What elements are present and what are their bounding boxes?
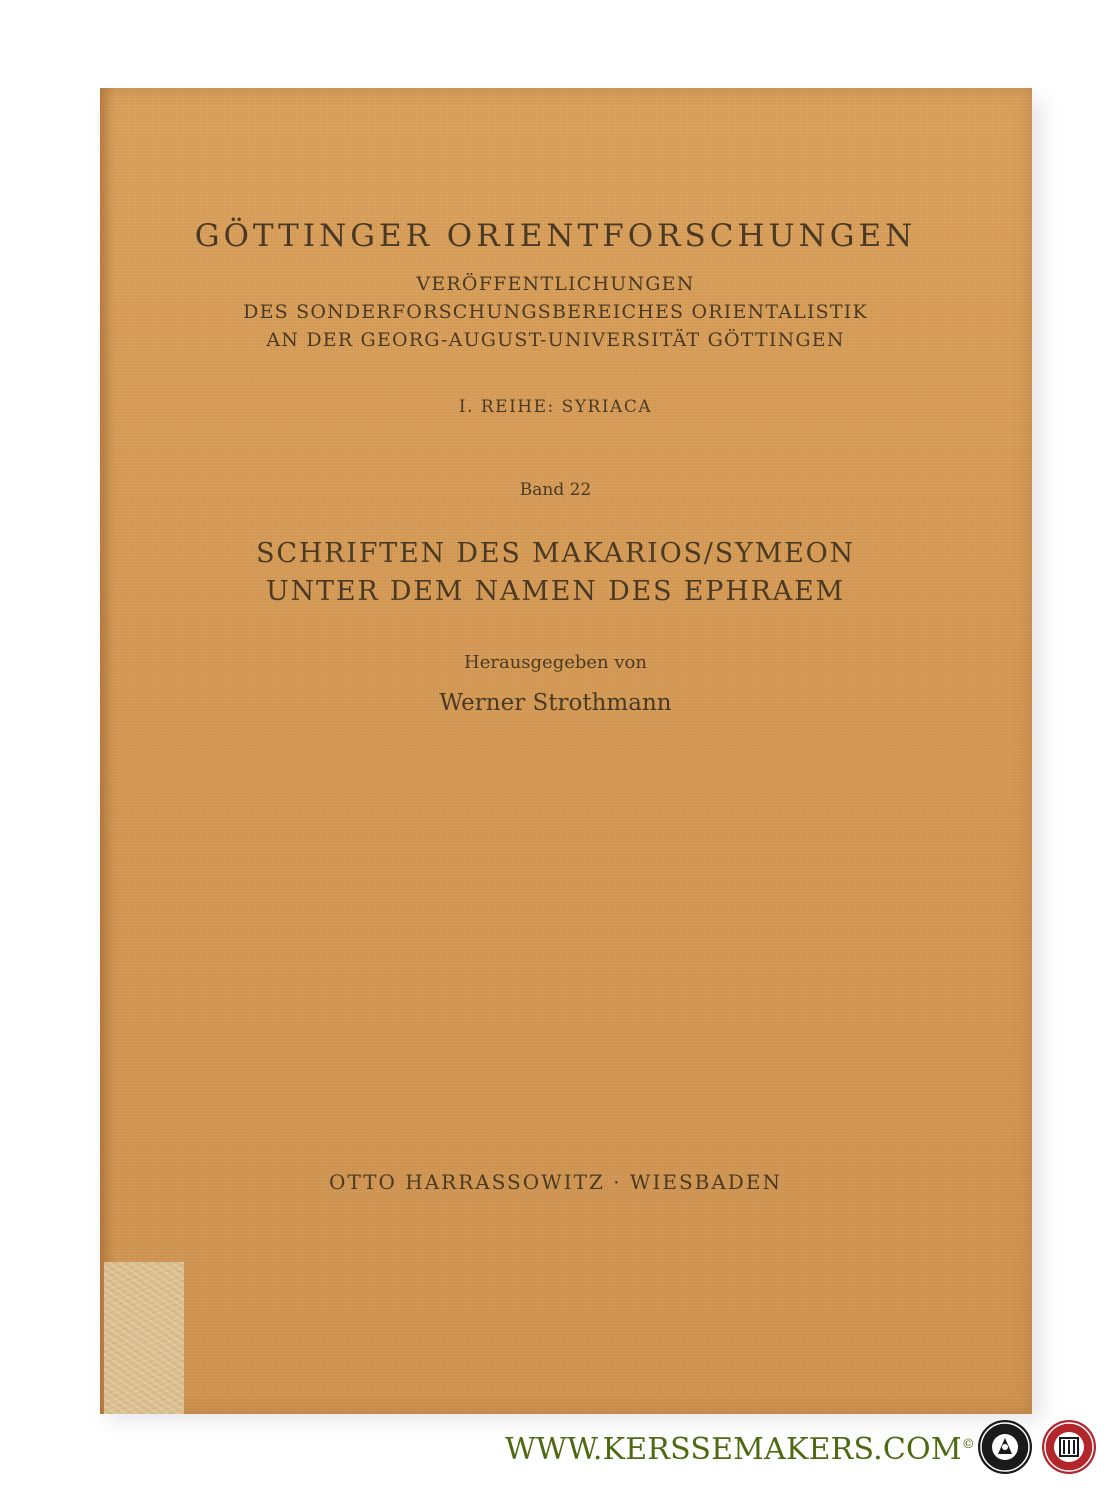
website-watermark xyxy=(505,1432,975,1467)
series-title: GÖTTINGER ORIENTFORSCHUNGEN xyxy=(194,218,917,254)
editor-caption: Herausgegeben von xyxy=(464,652,647,673)
book-title-line: SCHRIFTEN DES MAKARIOS/SYMEON xyxy=(256,538,855,569)
website-text: WWW.KERSSEMAKERS.COM xyxy=(505,1432,962,1467)
copyright-mark: © xyxy=(961,1437,975,1452)
torn-label-patch xyxy=(104,1262,184,1414)
publisher-imprint: OTTO HARRASSOWITZ · WIESBADEN xyxy=(329,1170,782,1194)
publication-line: AN DER GEORG-AUGUST-UNIVERSITÄT GÖTTINGEN xyxy=(266,329,845,351)
publication-line: DES SONDERFORSCHUNGSBEREICHES ORIENTALISTIK xyxy=(243,301,868,323)
book-title-line: UNTER DEM NAMEN DES EPHRAEM xyxy=(266,576,845,607)
series-reihe: I. REIHE: SYRIACA xyxy=(458,397,653,417)
volume-number: Band 22 xyxy=(519,480,592,500)
dealer-association-badge-icon xyxy=(976,1418,1034,1476)
editor-name: Werner Strothmann xyxy=(439,690,672,716)
publication-line: VERÖFFENTLICHUNGEN xyxy=(416,273,695,295)
antiquarian-league-badge-icon xyxy=(1040,1418,1098,1476)
